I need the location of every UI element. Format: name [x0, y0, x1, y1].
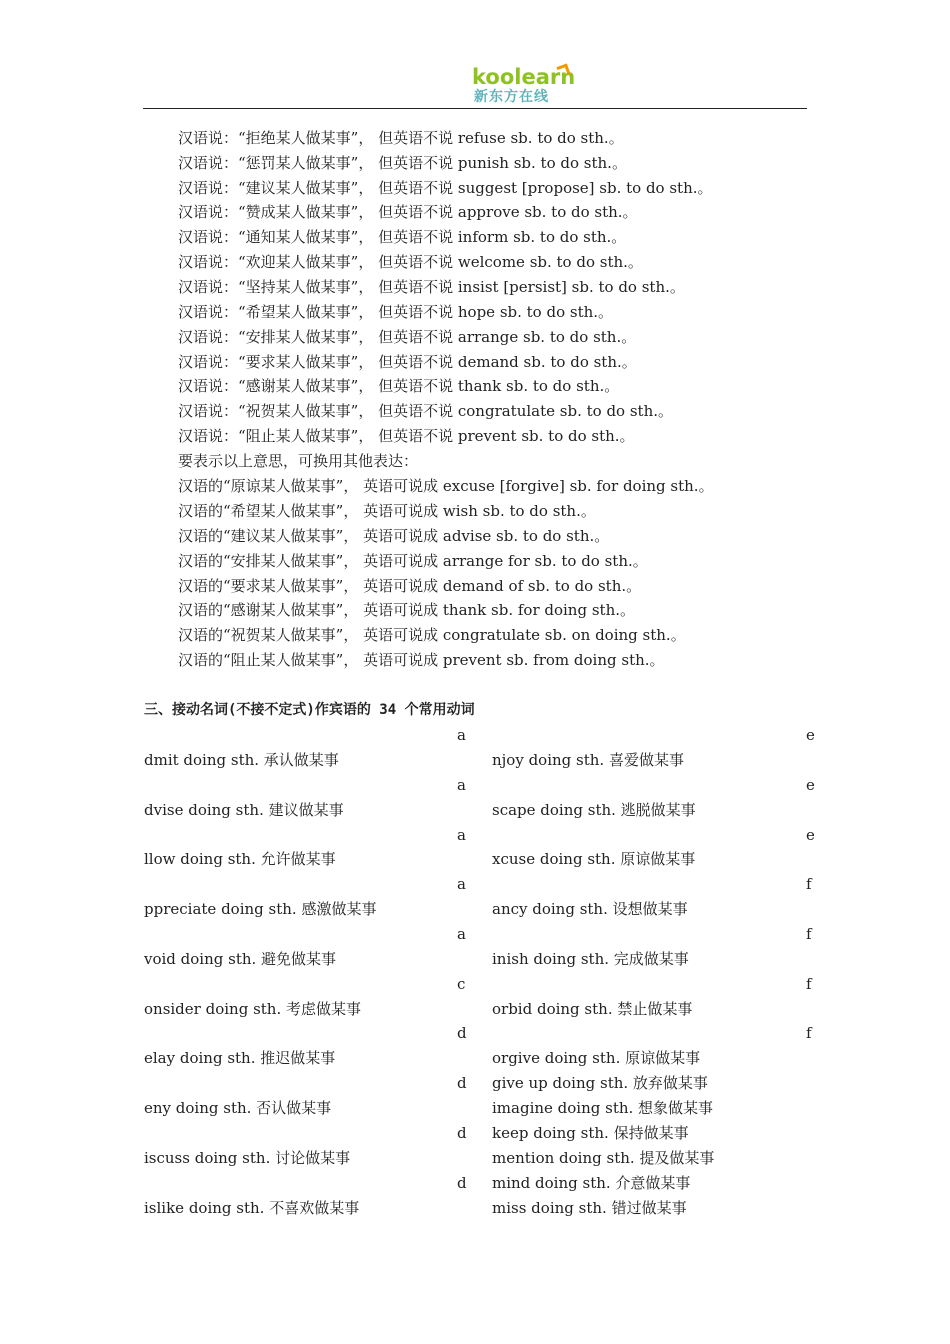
verb-entry: scape doing sth. 逃脱做某事 — [492, 801, 696, 819]
verb-entry: orgive doing sth. 原谅做某事 — [492, 1049, 701, 1067]
verb-initial-letter: a — [457, 726, 466, 744]
text-line: 汉语说：“安排某人做某事”， 但英语不说 arrange sb. to do sth.。 — [178, 328, 637, 346]
text-line: 汉语说：“坚持某人做某事”， 但英语不说 insist [persist] sb. to do sth.。 — [178, 278, 685, 296]
verb-entry: eny doing sth. 否认做某事 — [144, 1099, 332, 1117]
text-line: 汉语说：“通知某人做某事”， 但英语不说 inform sb. to do sth.。 — [178, 228, 627, 246]
verb-entry: njoy doing sth. 喜爱做某事 — [492, 751, 684, 769]
logo-chinese-name: 新东方在线 — [474, 89, 549, 105]
verb-entry: dvise doing sth. 建议做某事 — [144, 801, 344, 819]
verb-entry: xcuse doing sth. 原谅做某事 — [492, 850, 696, 868]
text-line: 汉语的“感谢某人做某事”， 英语可说成 thank sb. for doing sth.。 — [178, 601, 635, 619]
verb-entry: inish doing sth. 完成做某事 — [492, 950, 689, 968]
text-line: 汉语的“阻止某人做某事”， 英语可说成 prevent sb. from doing sth.。 — [178, 651, 665, 669]
verb-entry: mind doing sth. 介意做某事 — [492, 1174, 691, 1192]
text-line: 汉语说：“希望某人做某事”， 但英语不说 hope sb. to do sth.。 — [178, 303, 614, 321]
text-line: 汉语说：“祝贺某人做某事”， 但英语不说 congratulate sb. to do sth.。 — [178, 402, 674, 420]
verb-initial-letter: a — [457, 925, 466, 943]
verb-entry: ancy doing sth. 设想做某事 — [492, 900, 688, 918]
text-line: 汉语的“要求某人做某事”， 英语可说成 demand of sb. to do sth.。 — [178, 577, 642, 595]
verb-initial-letter: c — [457, 975, 466, 993]
verb-entry: llow doing sth. 允许做某事 — [144, 850, 336, 868]
verb-initial-letter: e — [806, 726, 815, 744]
text-line: 汉语说：“欢迎某人做某事”， 但英语不说 welcome sb. to do sth.。 — [178, 253, 643, 271]
verb-initial-letter: e — [806, 776, 815, 794]
verb-entry: ppreciate doing sth. 感激做某事 — [144, 900, 377, 918]
verb-entry: void doing sth. 避免做某事 — [144, 950, 337, 968]
koolearn-logo — [472, 65, 576, 110]
text-line: 汉语说：“阻止某人做某事”， 但英语不说 prevent sb. to do sth.。 — [178, 427, 635, 445]
text-line: 汉语说：“拒绝某人做某事”， 但英语不说 refuse sb. to do sth.。 — [178, 129, 624, 147]
verb-entry: give up doing sth. 放弃做某事 — [492, 1074, 708, 1092]
verb-entry: mention doing sth. 提及做某事 — [492, 1149, 715, 1167]
text-line: 汉语说：“要求某人做某事”， 但英语不说 demand sb. to do sth.。 — [178, 353, 637, 371]
text-line: 汉语说：“建议某人做某事”， 但英语不说 suggest [propose] sb. to do sth.。 — [178, 179, 713, 197]
verb-entry: keep doing sth. 保持做某事 — [492, 1124, 689, 1142]
text-line: 汉语的“原谅某人做某事”， 英语可说成 excuse [forgive] sb. for doing sth.。 — [178, 477, 714, 495]
text-line: 汉语的“祝贺某人做某事”， 英语可说成 congratulate sb. on doing sth.。 — [178, 626, 686, 644]
verb-initial-letter: f — [806, 975, 812, 993]
logo-wordmark: koolearn — [472, 65, 576, 89]
verb-initial-letter: d — [457, 1124, 467, 1142]
verb-entry: orbid doing sth. 禁止做某事 — [492, 1000, 693, 1018]
verb-initial-letter: f — [806, 1024, 812, 1042]
text-line: 汉语的“希望某人做某事”， 英语可说成 wish sb. to do sth.。 — [178, 502, 596, 520]
verb-entry: iscuss doing sth. 讨论做某事 — [144, 1149, 351, 1167]
verb-initial-letter: a — [457, 875, 466, 893]
text-line: 汉语的“安排某人做某事”， 英语可说成 arrange for sb. to do sth.。 — [178, 552, 648, 570]
verb-entry: dmit doing sth. 承认做某事 — [144, 751, 339, 769]
verb-entry: elay doing sth. 推迟做某事 — [144, 1049, 336, 1067]
text-line: 汉语的“建议某人做某事”， 英语可说成 advise sb. to do sth.。 — [178, 527, 610, 545]
header-divider — [143, 108, 807, 109]
verb-initial-letter: f — [806, 925, 812, 943]
text-line: 汉语说：“赞成某人做某事”， 但英语不说 approve sb. to do sth.。 — [178, 203, 638, 221]
verb-entry: imagine doing sth. 想象做某事 — [492, 1099, 714, 1117]
verb-initial-letter: d — [457, 1024, 467, 1042]
verb-initial-letter: e — [806, 826, 815, 844]
verb-initial-letter: a — [457, 826, 466, 844]
text-line: 要表示以上意思，可换用其他表达： — [178, 452, 419, 470]
verb-initial-letter: d — [457, 1074, 467, 1092]
verb-initial-letter: f — [806, 875, 812, 893]
section-heading: 三、接动名词(不接不定式)作宾语的 34 个常用动词 — [144, 702, 475, 718]
verb-entry: islike doing sth. 不喜欢做某事 — [144, 1199, 360, 1217]
verb-entry: miss doing sth. 错过做某事 — [492, 1199, 687, 1217]
verb-initial-letter: a — [457, 776, 466, 794]
verb-initial-letter: d — [457, 1174, 467, 1192]
text-line: 汉语说：“感谢某人做某事”， 但英语不说 thank sb. to do sth.。 — [178, 377, 620, 395]
verb-entry: onsider doing sth. 考虑做某事 — [144, 1000, 361, 1018]
text-line: 汉语说：“惩罚某人做某事”， 但英语不说 punish sb. to do sth.。 — [178, 154, 627, 172]
